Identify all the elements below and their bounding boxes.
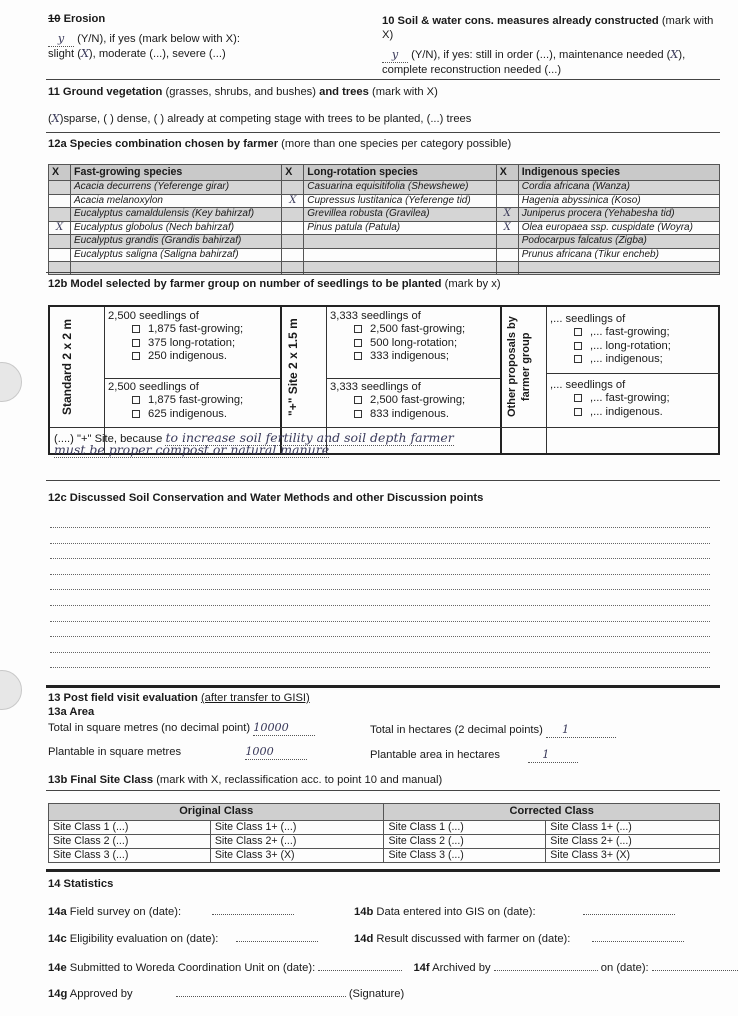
indig-species-name: Podocarpus falcatus (Zigba) [518,235,719,249]
punch-hole [0,670,22,710]
fast-mark-cell[interactable]: X [49,221,71,235]
stat-label: Archived by [432,962,491,974]
indig-mark-cell[interactable] [496,181,518,195]
corrected-site-class-cell[interactable]: Site Class 2+ (...) [546,834,720,848]
stat-14b-field[interactable] [583,914,675,915]
plus-option-a[interactable] [330,310,465,364]
divider [46,132,720,133]
punch-hole [0,362,22,402]
stat-14c[interactable] [48,932,318,946]
long-species-name: Cupressus lustitanica (Yeferenge tid) [304,194,496,208]
checkbox[interactable] [132,410,140,418]
corrected-site-class-cell[interactable]: Site Class 1+ (...) [546,820,720,834]
checkbox[interactable] [574,408,582,416]
stat-label: Eligibility evaluation on (date): [69,933,219,945]
checkbox[interactable] [354,396,362,404]
stat-code: 14d [354,933,374,945]
model-hint: (mark by x) [444,278,501,290]
other-option-a[interactable] [550,313,671,367]
sparse-mark[interactable]: X [51,112,60,125]
post-visit-note: (after transfer to GISI) [200,692,310,704]
indig-species-name: Prunus africana (Tikur encheb) [518,248,719,262]
original-site-class-cell[interactable]: Site Class 3+ (X) [210,849,384,863]
swc-line1: (Y/N), if yes: still in order (...), maintenance needed ( [411,49,671,61]
plant-sqm-value: 1000 [245,745,274,758]
plus-site-reason-2[interactable] [54,442,718,459]
std-a-item: 375 long-rotation; [148,336,236,349]
other-a-item: ,... fast-growing; [590,326,670,339]
plus-site-prefix: (....) "+" Site, because [54,433,163,445]
long-mark-cell[interactable] [282,208,304,222]
checkbox[interactable] [574,342,582,350]
swc-title: 10 Soil & water cons. measures already constructed [382,15,659,27]
section-divider [46,685,720,688]
stat-label: on (date): [600,962,649,974]
stat-label: Approved by [69,988,133,1000]
fast-species-name: Acacia melanoxylon [71,194,282,208]
site-class-row [49,834,720,848]
stat-14g[interactable] [48,987,404,1001]
stat-label: Submitted to Woreda Coordination Unit on (date): [69,962,316,974]
stat-code: 14b [354,906,374,918]
stat-14c-field[interactable] [236,941,318,942]
corrected-site-class-cell[interactable]: Site Class 2 (...) [384,834,546,848]
fast-mark-cell[interactable] [49,248,71,262]
plant-ha-label: Plantable area in hectares [370,749,500,761]
plus-site-label: "+" Site 2 x 1.5 m [286,318,300,416]
vegetation-options-text: sparse, ( ) dense, ( ) already at competing stage with trees to be planted, (...) trees [63,113,472,125]
stat-label: Result discussed with farmer on (date): [376,933,571,945]
fast-mark-cell[interactable] [49,194,71,208]
long-mark-cell[interactable] [282,181,304,195]
divider [46,79,720,80]
vegetation-and-trees: and trees [319,86,369,98]
checkbox[interactable] [354,410,362,418]
corrected-site-class-cell[interactable]: Site Class 3 (...) [384,849,546,863]
checkbox[interactable] [574,355,582,363]
std-a-head: 2,500 seedlings of [108,310,199,322]
stat-14f-name-field[interactable] [494,970,598,971]
discussion-line[interactable] [50,652,710,653]
swc-line1-end: ), [678,49,686,61]
fast-header: Fast-growing species [71,165,282,181]
fast-mark-cell[interactable] [49,235,71,249]
plant-ha-field[interactable] [528,748,578,763]
indig-species-name: Olea europaea ssp. cuspidate (Woyra) [518,221,719,235]
indig-species-name: Hagenia abyssinica (Koso) [518,194,719,208]
species-row [49,194,720,208]
swc-answer-value: y [391,48,399,61]
original-class-header: Original Class [49,804,384,821]
final-class-title [48,773,442,787]
fast-mark-cell[interactable] [49,181,71,195]
total-ha-value: 1 [561,723,570,736]
species-row [49,235,720,249]
species-hint: (more than one species per category possible) [281,138,512,150]
total-ha-field[interactable] [546,723,616,738]
model-title [48,277,501,291]
plus-option-b[interactable] [330,381,465,421]
plant-sqm-label: Plantable in square metres [48,746,182,758]
discussion-line[interactable] [50,589,710,590]
other-a-item: ,... long-rotation; [590,339,671,352]
checkbox[interactable] [574,394,582,402]
erosion-degree-line [48,47,378,61]
total-ha-label: Total in hectares (2 decimal points) [370,724,543,736]
erosion-line1: (Y/N), if yes (mark below with X): [77,33,240,45]
stat-14f-date-field[interactable] [652,970,738,971]
species-row [49,208,720,222]
reason-line2: must be proper compost or natural manure [54,442,330,457]
plus-a-item: 2,500 fast-growing; [370,323,466,336]
total-sqm-row [48,721,315,736]
erosion-answer[interactable] [48,32,74,47]
site-class-row [49,820,720,834]
fast-species-name: Eucalyptus grandis (Grandis bahirzaf) [71,235,282,249]
long-species-name [304,235,496,249]
stat-code: 14c [48,933,67,945]
other-option-b[interactable] [550,379,670,419]
post-visit-title-text: 13 Post field visit evaluation [48,692,198,704]
discussion-line[interactable] [50,667,710,668]
fast-species-name: Acacia decurrens (Yeferenge girar) [71,181,282,195]
discussion-title [48,491,483,505]
site-class-body [49,820,720,863]
long-mark-cell[interactable] [282,235,304,249]
plus-b-item: 2,500 fast-growing; [370,394,466,407]
swc-answer[interactable] [382,48,408,63]
vegetation-title-rest: (grasses, shrubs, and bushes) [165,86,316,98]
checkbox[interactable] [132,396,140,404]
species-row [49,221,720,235]
stat-14d[interactable] [354,932,684,946]
original-site-class-cell[interactable]: Site Class 1+ (...) [210,820,384,834]
post-visit-title [48,691,310,705]
site-class-row [49,849,720,863]
erosion-block [48,12,378,61]
plant-sqm-row [48,745,307,760]
long-species-name: Pinus patula (Patula) [304,221,496,235]
total-sqm-value: 10000 [253,721,289,734]
discussion-line[interactable] [50,636,710,637]
plant-ha-value: 1 [542,748,550,761]
plus-a-item: 500 long-rotation; [370,336,458,349]
long-x-header: X [282,165,304,181]
final-class-title-text: 13b Final Site Class [48,774,154,786]
divider [46,790,720,791]
discussion-line[interactable] [50,527,710,528]
corrected-site-class-cell[interactable]: Site Class 1 (...) [384,820,546,834]
swc-maintenance-mark[interactable]: X [670,48,679,61]
other-b-item: ,... indigenous. [590,405,663,418]
vegetation-title-text: 11 Ground vegetation [48,86,163,98]
std-b-item: 625 indigenous. [148,407,228,420]
fast-species-name: Eucalyptus saligna (Saligna bahirzaf) [71,248,282,262]
vegetation-title [48,85,438,99]
plant-sqm-field[interactable] [245,745,307,760]
checkbox[interactable] [354,339,362,347]
original-site-class-cell[interactable]: Site Class 2+ (...) [210,834,384,848]
original-site-class-cell[interactable]: Site Class 3 (...) [49,849,211,863]
checkbox[interactable] [132,352,140,360]
model-grid [48,305,720,455]
area-title: 13a Area [48,706,95,718]
plus-b-head: 3,333 seedlings of [330,381,421,393]
species-row [49,181,720,195]
standard-label: Standard 2 x 2 m [60,318,74,416]
checkbox[interactable] [574,328,582,336]
checkbox[interactable] [132,339,140,347]
std-option-a[interactable] [108,310,243,364]
std-a-item: 250 indigenous. [148,350,228,363]
stat-code: 14f [413,962,430,974]
long-mark-cell[interactable]: X [282,194,304,208]
checkbox[interactable] [354,325,362,333]
indig-species-name: Cordia africana (Wanza) [518,181,719,195]
indig-mark-cell[interactable] [496,194,518,208]
stat-14e[interactable] [48,961,738,975]
vegetation-hint: (mark with X) [371,86,438,98]
other-a-head: ,... seedlings of [550,313,626,325]
site-class-table [48,803,720,863]
stat-14b[interactable] [354,905,675,919]
erosion-degree-rest: ), moderate (...), severe (...) [88,48,226,60]
plant-ha-row [370,748,578,763]
indig-x-header: X [496,165,518,181]
species-title-text: 12a Species combination chosen by farmer [48,138,279,150]
erosion-slight-label: slight ( [48,48,81,60]
stat-14a-field[interactable] [212,914,294,915]
signature-label: (Signature) [348,988,405,1000]
indig-mark-cell[interactable]: X [496,221,518,235]
corrected-site-class-cell[interactable]: Site Class 3+ (X) [546,849,720,863]
discussion-line[interactable] [50,574,710,575]
model-title-text: 12b Model selected by farmer group on number of seedlings to be planted [48,278,442,290]
plus-a-item: 333 indigenous; [370,350,450,363]
other-proposals-label: Other proposals by farmer group [506,316,532,418]
fast-mark-cell[interactable] [49,208,71,222]
indig-mark-cell[interactable]: X [496,208,518,222]
discussion-line[interactable] [50,558,710,559]
fast-species-name: Eucalyptus globolus (Nech bahirzaf) [71,221,282,235]
original-site-class-cell[interactable]: Site Class 2 (...) [49,834,211,848]
discussion-title-text: 12c Discussed Soil Conservation and Water Methods and other Discussion points [48,492,484,504]
swc-hint: (mark with X) [382,15,714,41]
checkbox[interactable] [354,352,362,360]
plus-a-head: 3,333 seedlings of [330,310,421,322]
other-b-head: ,... seedlings of [550,379,626,391]
stat-14a[interactable] [48,905,294,919]
species-table [48,164,720,275]
std-b-item: 1,875 fast-growing; [148,394,244,407]
stat-code: 14e [48,962,67,974]
reason-line1: to increase soil fertility and soil depth farmer [165,430,454,445]
statistics-title: 14 Statistics [48,878,114,890]
vegetation-options: (X)sparse, ( ) dense, ( ) already at competing stage with trees to be planted, (...) trees [48,112,472,125]
stat-code: 14g [48,988,68,1000]
stat-label: Field survey on (date): [69,906,182,918]
species-row [49,248,720,262]
fast-species-name: Eucalyptus camaldulensis (Key bahirzaf) [71,208,282,222]
std-a-item: 1,875 fast-growing; [148,323,244,336]
std-option-b[interactable] [108,381,243,421]
erosion-answer-line [48,32,378,47]
long-mark-cell[interactable] [282,221,304,235]
checkbox[interactable] [132,325,140,333]
discussion-line[interactable] [50,605,710,606]
erosion-title [48,12,378,26]
final-class-hint: (mark with X, reclassification acc. to point 10 and manual) [156,774,443,786]
erosion-slight-mark[interactable]: X [80,47,89,60]
corrected-class-header: Corrected Class [384,804,720,821]
total-ha-row [370,723,616,738]
other-b-item: ,... fast-growing; [590,392,670,405]
long-species-name: Grevillea robusta (Gravilea) [304,208,496,222]
swc-block [382,14,722,77]
indig-mark-cell[interactable] [496,235,518,249]
erosion-answer-value: y [57,32,65,45]
discussion-line[interactable] [50,621,710,622]
erosion-number: 10 [48,13,61,25]
long-mark-cell[interactable] [282,248,304,262]
total-sqm-field[interactable] [253,721,315,736]
indig-species-name: Juniperus procera (Yehabesha tid) [518,208,719,222]
indig-header: Indigenous species [518,165,719,181]
species-body [49,181,720,275]
long-species-name: Casuarina equisitifolia (Shewshewe) [304,181,496,195]
other-a-item: ,... indigenous; [590,353,663,366]
swc-line2: complete reconstruction needed (...) [382,64,562,76]
species-title [48,137,511,151]
plus-b-item: 833 indigenous. [370,407,450,420]
divider [46,272,720,273]
erosion-title-text: Erosion [63,13,106,25]
total-sqm-label: Total in square metres (no decimal point) [48,722,251,734]
section-divider [46,869,720,872]
std-b-head: 2,500 seedlings of [108,381,199,393]
stat-14e-field[interactable] [318,970,402,971]
indig-mark-cell[interactable] [496,248,518,262]
long-species-name [304,248,496,262]
divider [46,480,720,481]
stat-14d-field[interactable] [592,941,684,942]
long-header: Long-rotation species [304,165,496,181]
fast-x-header: X [49,165,71,181]
discussion-line[interactable] [50,543,710,544]
original-site-class-cell[interactable]: Site Class 1 (...) [49,820,211,834]
stat-code: 14a [48,906,67,918]
signature-field[interactable] [176,996,346,997]
stat-label: Data entered into GIS on (date): [376,906,536,918]
